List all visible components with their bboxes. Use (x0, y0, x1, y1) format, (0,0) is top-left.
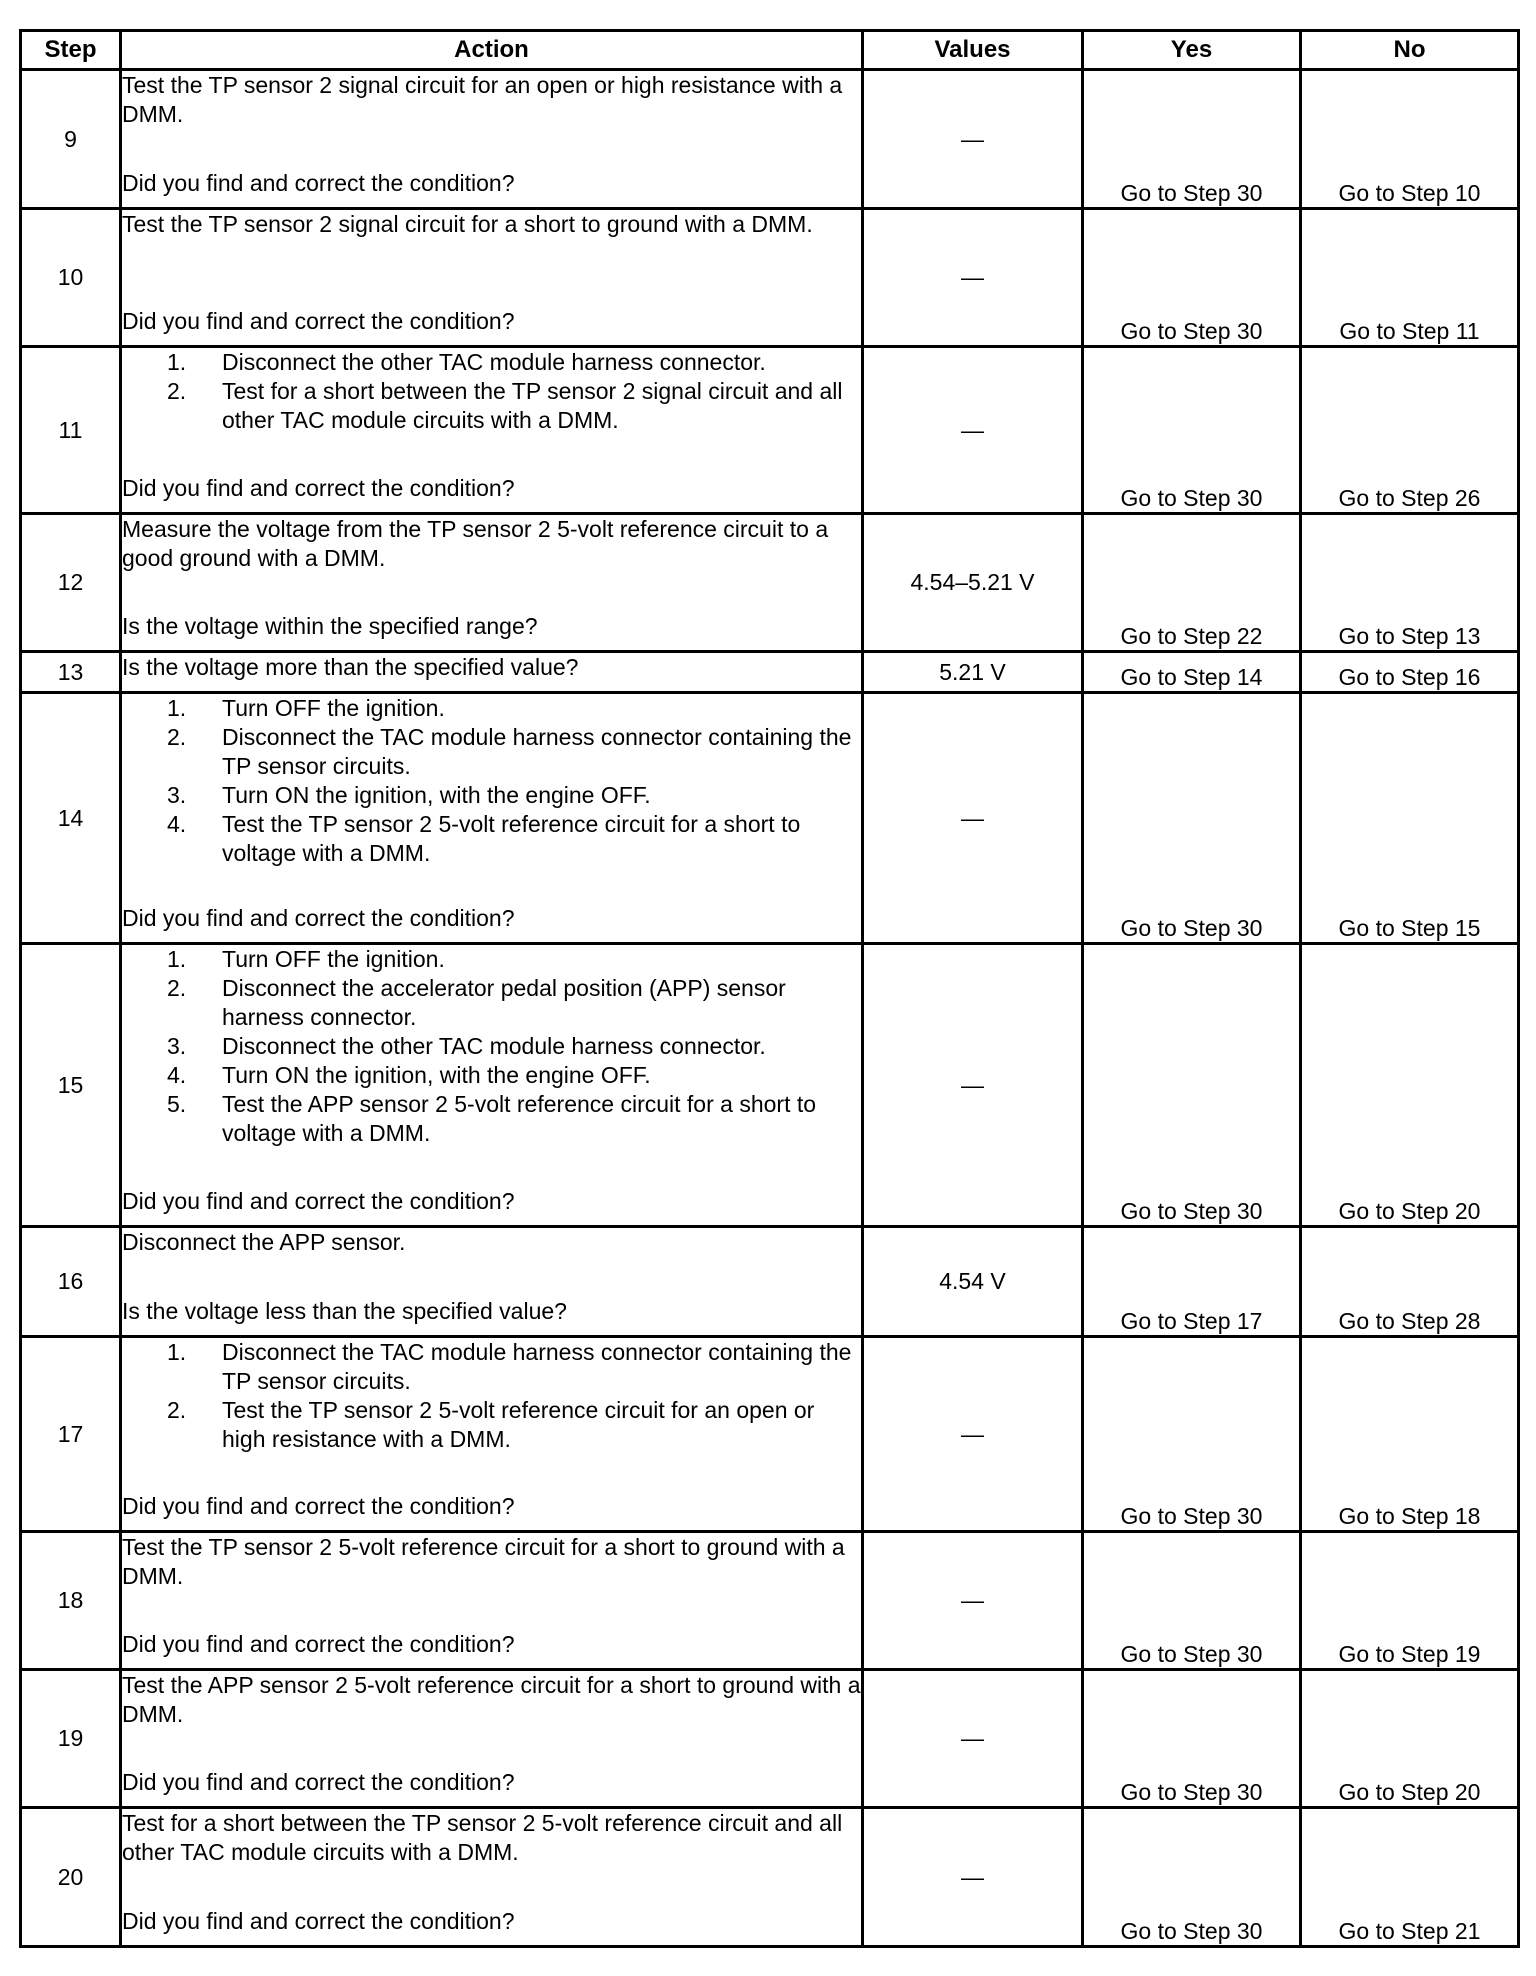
action-instructions (122, 1809, 861, 1867)
table-row (21, 514, 1519, 652)
value-cell: — (863, 944, 1083, 1227)
substep-item (167, 1396, 861, 1454)
action-question: Is the voltage more than the specified value? (122, 654, 579, 680)
substep-item (167, 810, 861, 868)
action-intro: Test the TP sensor 2 signal circuit for a short to ground with a DMM. (122, 211, 813, 237)
substep-item (167, 974, 861, 1032)
substep-number: 1. (167, 1339, 187, 1365)
action-content (122, 348, 861, 503)
substep-list (122, 348, 861, 435)
yes-cell: Go to Step 30 (1083, 1670, 1301, 1808)
action-instructions (122, 71, 861, 129)
value-cell: 4.54 V (863, 1227, 1083, 1337)
no-cell: Go to Step 21 (1301, 1808, 1519, 1947)
action-content (122, 1533, 861, 1659)
table-row (21, 209, 1519, 347)
table-row (21, 1670, 1519, 1808)
substep-number: 1. (167, 695, 187, 721)
step-number: 19 (21, 1670, 121, 1808)
action-content (122, 210, 861, 336)
substep-item (167, 377, 861, 435)
step-number: 15 (21, 944, 121, 1227)
step-number: 17 (21, 1337, 121, 1532)
substep-list (122, 694, 861, 868)
no-cell: Go to Step 26 (1301, 347, 1519, 514)
value-cell: — (863, 1808, 1083, 1947)
table-body (21, 70, 1519, 1947)
substep-number: 2. (167, 975, 187, 1001)
yes-cell: Go to Step 17 (1083, 1227, 1301, 1337)
action-intro: Test the APP sensor 2 5-volt reference circuit for a short to ground with a DMM. (122, 1672, 861, 1727)
action-intro: Disconnect the APP sensor. (122, 1229, 406, 1255)
step-number: 12 (21, 514, 121, 652)
action-instructions (122, 348, 861, 435)
substep-item (167, 945, 861, 974)
substep-text: Test the TP sensor 2 5-volt reference circuit for a short to voltage with a DMM. (222, 811, 801, 866)
action-question: Is the voltage within the specified range? (122, 613, 538, 639)
step-number: 11 (21, 347, 121, 514)
action-cell (121, 514, 863, 652)
action-question: Did you find and correct the condition? (122, 1631, 515, 1657)
no-cell: Go to Step 13 (1301, 514, 1519, 652)
substep-text: Test for a short between the TP sensor 2 signal circuit and all other TAC module circuits with a DMM. (222, 378, 843, 433)
substep-text: Test the APP sensor 2 5-volt reference circuit for a short to voltage with a DMM. (222, 1091, 817, 1146)
substep-item (167, 1338, 861, 1396)
step-number: 10 (21, 209, 121, 347)
substep-item (167, 348, 861, 377)
substep-number: 3. (167, 782, 187, 808)
action-intro: Test for a short between the TP sensor 2 5-volt reference circuit and all other TAC module circuits with a DMM. (122, 1810, 843, 1865)
action-instructions (122, 1228, 861, 1257)
action-cell (121, 652, 863, 693)
action-cell (121, 209, 863, 347)
step-number: 14 (21, 693, 121, 944)
value-cell: — (863, 1670, 1083, 1808)
action-instructions (122, 945, 861, 1148)
action-instructions (122, 1338, 861, 1454)
substep-list (122, 1338, 861, 1454)
action-question: Did you find and correct the condition? (122, 475, 515, 501)
action-question: Did you find and correct the condition? (122, 1769, 515, 1795)
yes-cell: Go to Step 30 (1083, 347, 1301, 514)
value-cell: — (863, 1532, 1083, 1670)
no-cell: Go to Step 11 (1301, 209, 1519, 347)
action-question: Did you find and correct the condition? (122, 308, 515, 334)
action-intro: Test the TP sensor 2 signal circuit for an open or high resistance with a DMM. (122, 72, 843, 127)
no-cell: Go to Step 28 (1301, 1227, 1519, 1337)
no-cell: Go to Step 20 (1301, 1670, 1519, 1808)
yes-cell: Go to Step 30 (1083, 70, 1301, 209)
no-cell: Go to Step 18 (1301, 1337, 1519, 1532)
substep-text: Disconnect the accelerator pedal position (APP) sensor harness connector. (222, 975, 786, 1030)
substep-number: 5. (167, 1091, 187, 1117)
step-number: 9 (21, 70, 121, 209)
action-content (122, 653, 861, 682)
value-cell: — (863, 1337, 1083, 1532)
action-instructions (122, 210, 861, 239)
action-intro: Test the TP sensor 2 5-volt reference circuit for a short to ground with a DMM. (122, 1534, 845, 1589)
value-cell: 4.54–5.21 V (863, 514, 1083, 652)
substep-text: Disconnect the TAC module harness connector containing the TP sensor circuits. (222, 1339, 852, 1394)
action-content (122, 945, 861, 1216)
substep-text: Turn OFF the ignition. (222, 946, 445, 972)
value-cell: — (863, 347, 1083, 514)
substep-item (167, 1032, 861, 1061)
action-cell (121, 1670, 863, 1808)
substep-item (167, 723, 861, 781)
value-cell: 5.21 V (863, 652, 1083, 693)
action-question: Is the voltage less than the specified value? (122, 1298, 567, 1324)
action-cell (121, 347, 863, 514)
table-row (21, 70, 1519, 209)
step-number: 18 (21, 1532, 121, 1670)
substep-number: 4. (167, 811, 187, 837)
substep-text: Disconnect the TAC module harness connector containing the TP sensor circuits. (222, 724, 852, 779)
header-values: Values (863, 31, 1083, 70)
action-intro: Measure the voltage from the TP sensor 2 5-volt reference circuit to a good ground with a DMM. (122, 516, 829, 571)
no-cell: Go to Step 16 (1301, 652, 1519, 693)
action-cell (121, 1808, 863, 1947)
substep-number: 4. (167, 1062, 187, 1088)
header-action: Action (121, 31, 863, 70)
yes-cell: Go to Step 30 (1083, 1808, 1301, 1947)
yes-cell: Go to Step 30 (1083, 944, 1301, 1227)
action-cell (121, 944, 863, 1227)
substep-text: Disconnect the other TAC module harness connector. (222, 1033, 766, 1059)
action-content (122, 1338, 861, 1521)
substep-list (122, 945, 861, 1148)
substep-item (167, 694, 861, 723)
yes-cell: Go to Step 30 (1083, 693, 1301, 944)
substep-item (167, 1090, 861, 1148)
no-cell: Go to Step 20 (1301, 944, 1519, 1227)
substep-text: Test the TP sensor 2 5-volt reference circuit for an open or high resistance with a DMM. (222, 1397, 815, 1452)
yes-cell: Go to Step 14 (1083, 652, 1301, 693)
yes-cell: Go to Step 30 (1083, 1532, 1301, 1670)
substep-number: 2. (167, 378, 187, 404)
action-instructions (122, 694, 861, 868)
table-row (21, 1808, 1519, 1947)
table-row (21, 652, 1519, 693)
action-content (122, 694, 861, 933)
substep-number: 3. (167, 1033, 187, 1059)
substep-item (167, 781, 861, 810)
no-cell: Go to Step 10 (1301, 70, 1519, 209)
table-row (21, 693, 1519, 944)
substep-number: 1. (167, 349, 187, 375)
action-cell (121, 1532, 863, 1670)
action-cell (121, 1337, 863, 1532)
value-cell: — (863, 693, 1083, 944)
action-cell (121, 70, 863, 209)
substep-text: Turn ON the ignition, with the engine OFF. (222, 782, 651, 808)
action-question: Did you find and correct the condition? (122, 170, 515, 196)
header-no: No (1301, 31, 1519, 70)
action-question: Did you find and correct the condition? (122, 1493, 515, 1519)
action-content (122, 1228, 861, 1326)
action-content (122, 1809, 861, 1936)
action-content (122, 71, 861, 198)
no-cell: Go to Step 19 (1301, 1532, 1519, 1670)
action-question: Did you find and correct the condition? (122, 905, 515, 931)
action-cell (121, 1227, 863, 1337)
action-content (122, 515, 861, 641)
action-content (122, 1671, 861, 1797)
substep-item (167, 1061, 861, 1090)
table-row (21, 944, 1519, 1227)
table-row (21, 1532, 1519, 1670)
diagnostic-table (19, 29, 1520, 1948)
substep-text: Turn OFF the ignition. (222, 695, 445, 721)
action-question: Did you find and correct the condition? (122, 1188, 515, 1214)
substep-number: 1. (167, 946, 187, 972)
header-yes: Yes (1083, 31, 1301, 70)
yes-cell: Go to Step 30 (1083, 1337, 1301, 1532)
value-cell: — (863, 209, 1083, 347)
table-row (21, 1337, 1519, 1532)
table-row (21, 347, 1519, 514)
table-row (21, 1227, 1519, 1337)
value-cell: — (863, 70, 1083, 209)
step-number: 20 (21, 1808, 121, 1947)
action-instructions (122, 515, 861, 573)
step-number: 16 (21, 1227, 121, 1337)
yes-cell: Go to Step 22 (1083, 514, 1301, 652)
yes-cell: Go to Step 30 (1083, 209, 1301, 347)
action-instructions (122, 1671, 861, 1729)
action-cell (121, 693, 863, 944)
substep-text: Disconnect the other TAC module harness connector. (222, 349, 766, 375)
step-number: 13 (21, 652, 121, 693)
substep-text: Turn ON the ignition, with the engine OFF. (222, 1062, 651, 1088)
action-instructions (122, 1533, 861, 1591)
header-row (21, 31, 1519, 70)
header-step: Step (21, 31, 121, 70)
substep-number: 2. (167, 1397, 187, 1423)
no-cell: Go to Step 15 (1301, 693, 1519, 944)
substep-number: 2. (167, 724, 187, 750)
action-question: Did you find and correct the condition? (122, 1908, 515, 1934)
